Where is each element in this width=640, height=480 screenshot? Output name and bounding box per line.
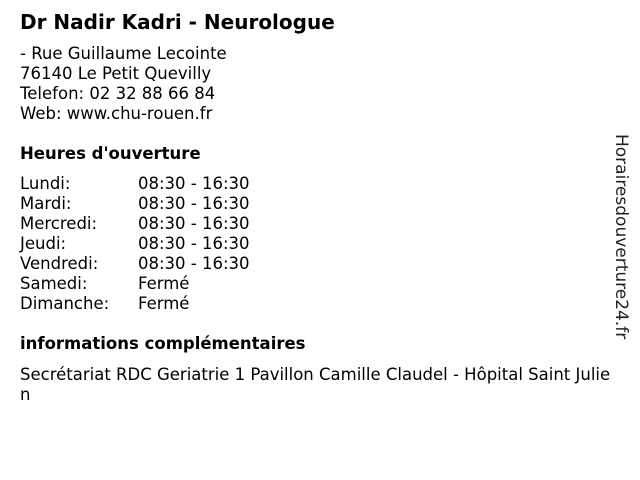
- hours-day: Lundi:: [20, 174, 71, 193]
- hours-time: 08:30 - 16:30: [138, 214, 250, 233]
- address-city: 76140 Le Petit Quevilly: [20, 64, 212, 83]
- address-block: [20, 44, 227, 124]
- hours-day: Mercredi:: [20, 214, 98, 233]
- hours-time: 08:30 - 16:30: [138, 254, 250, 273]
- hours-time: 08:30 - 16:30: [138, 174, 250, 193]
- phone-number[interactable]: Telefon: 02 32 88 66 84: [20, 84, 216, 103]
- site-watermark: Horairesdouverture24.fr: [611, 134, 631, 340]
- page-title: Dr Nadir Kadri - Neurologue: [20, 10, 335, 34]
- hours-time: Fermé: [138, 294, 190, 313]
- opening-hours-heading: Heures d'ouverture: [20, 144, 201, 163]
- hours-day: Vendredi:: [20, 254, 99, 273]
- hours-time: 08:30 - 16:30: [138, 234, 250, 253]
- hours-time: 08:30 - 16:30: [138, 194, 250, 213]
- additional-info-heading: informations complémentaires: [20, 334, 306, 353]
- hours-day: Mardi:: [20, 194, 72, 213]
- hours-day: Samedi:: [20, 274, 88, 293]
- website-link[interactable]: Web: www.chu-rouen.fr: [20, 104, 213, 123]
- additional-info-text: Secrétariat RDC Geriatrie 1 Pavillon Camille Claudel - Hôpital Saint Julien: [20, 365, 611, 404]
- address-street: - Rue Guillaume Lecointe: [20, 44, 227, 63]
- hours-day: Dimanche:: [20, 294, 110, 313]
- hours-time: Fermé: [138, 274, 190, 293]
- hours-day: Jeudi:: [20, 234, 67, 253]
